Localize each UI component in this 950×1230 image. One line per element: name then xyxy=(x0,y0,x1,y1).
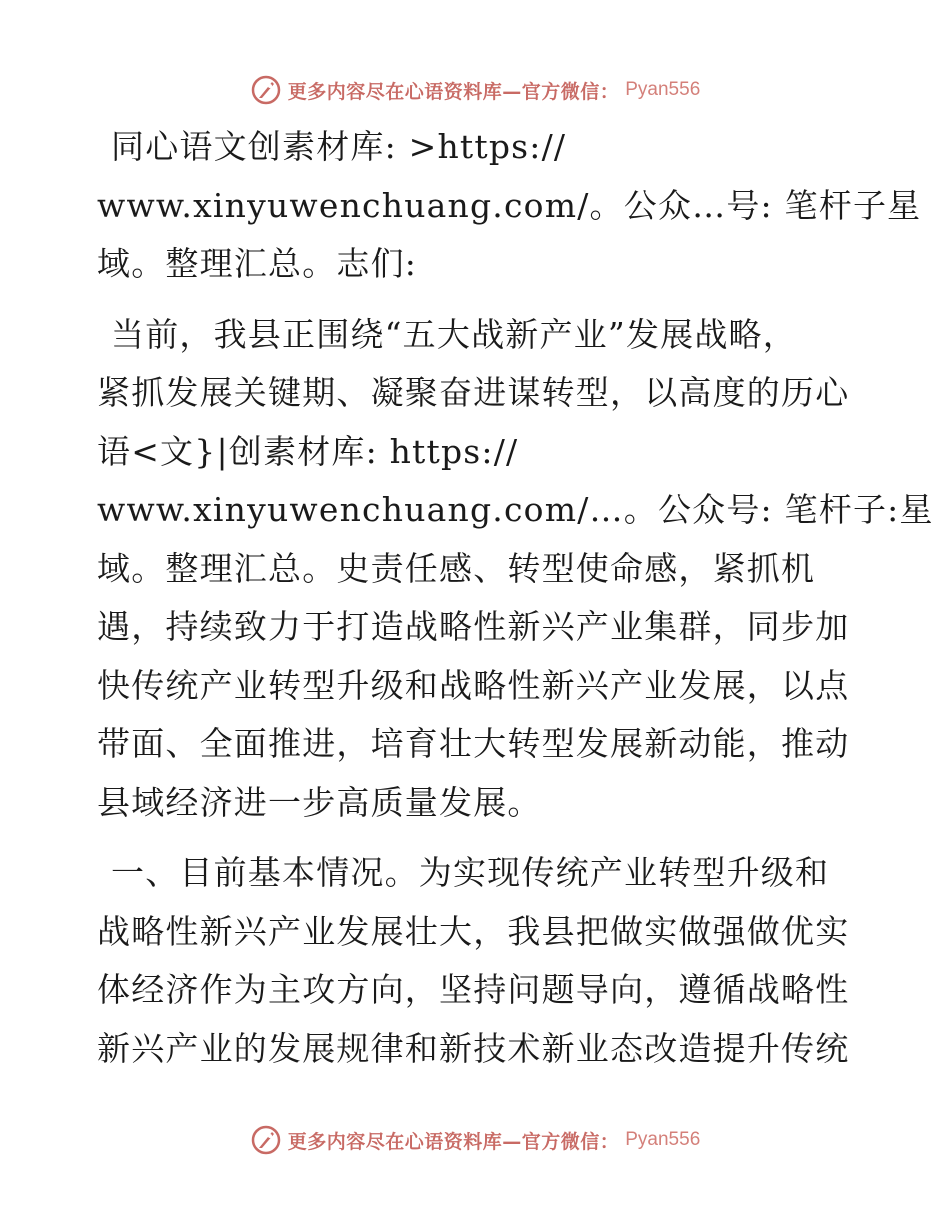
text-line: 域。整理汇总。史责任感、转型使命感，紧抓机 xyxy=(97,548,816,588)
text-line: 紧抓发展关键期、凝聚奋进谋转型，以高度的历心 xyxy=(97,373,850,412)
text-line: 遇，持续致力于打造战略性新兴产业集群，同步加 xyxy=(97,607,850,646)
header-watermark-banner xyxy=(0,70,950,110)
banner-handle: Pyan556 xyxy=(625,1129,701,1150)
text-line: 域。整理汇总。志们: xyxy=(97,244,418,283)
banner-handle: Pyan556 xyxy=(625,79,701,100)
paragraph-1 xyxy=(97,118,922,294)
banner-text: 更多内容尽在心语资料库—官方微信： xyxy=(287,80,620,103)
text-line: 当前，我县正围绕“五大战新产业”发展战略， xyxy=(111,314,797,354)
text-line: 体经济作为主攻方向，坚持问题导向，遵循战略性 xyxy=(97,970,850,1009)
banner-text: 更多内容尽在心语资料库—官方微信： xyxy=(287,1130,620,1153)
text-line: 带面、全面推进，培育壮大转型发展新动能，推动 xyxy=(97,724,850,763)
text-line: 同心语文创素材库: >https:// xyxy=(111,127,567,166)
text-line: 语<文}|创素材库: https:// xyxy=(97,431,519,471)
document-body xyxy=(97,118,934,1090)
text-line: 一、目前基本情况。为实现传统产业转型升级和 xyxy=(111,853,830,892)
quill-logo-icon xyxy=(250,1124,282,1156)
text-line: 快传统产业转型升级和战略性新兴产业发展，以点 xyxy=(97,665,850,705)
paragraph-2 xyxy=(97,306,934,833)
quill-logo-icon xyxy=(250,74,282,106)
text-line: 县域经济进一步高质量发展。 xyxy=(97,782,542,822)
text-line: www.xinyuwenchuang.com/。公众…号: 笔杆子星 xyxy=(97,185,922,225)
paragraph-3 xyxy=(97,844,857,1078)
footer-watermark-banner xyxy=(0,1120,950,1160)
text-line: 新兴产业的发展规律和新技术新业态改造提升传统 xyxy=(97,1028,850,1068)
text-line: www.xinyuwenchuang.com/…。公众号: 笔杆子:星 xyxy=(97,490,934,529)
text-line: 战略性新兴产业发展壮大，我县把做实做强做优实 xyxy=(97,911,850,951)
